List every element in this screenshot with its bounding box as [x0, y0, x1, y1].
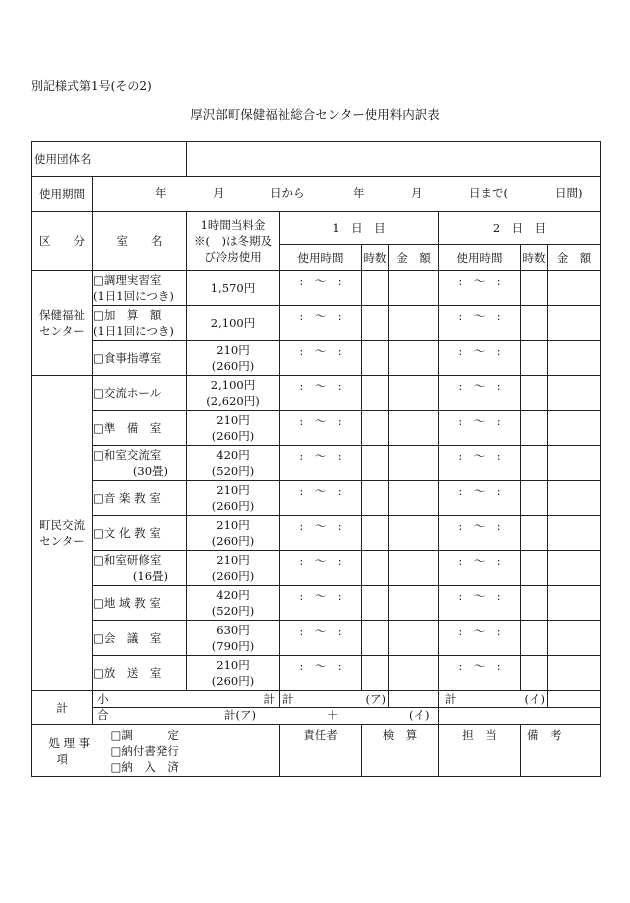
room-name: □食事指導室 — [93, 341, 187, 376]
period-year-1: 年 — [155, 186, 167, 200]
rate-header — [187, 212, 280, 271]
room-name: □準 備 室 — [93, 411, 187, 446]
day1-amount[interactable] — [389, 341, 439, 376]
day2-hours[interactable] — [521, 481, 548, 516]
day2-usage-time[interactable]: : ～ : — [439, 446, 521, 481]
grand-total-amount[interactable] — [439, 708, 601, 725]
room-rate: 210円 (260円) — [187, 551, 280, 586]
day2-amount[interactable] — [548, 656, 601, 691]
day1-total-cell[interactable]: 計 (ア) — [280, 691, 389, 708]
day2-usage-time[interactable]: : ～ : — [439, 376, 521, 411]
rate-header-line3: び冷房使用 — [204, 250, 262, 264]
day1-usage-time[interactable]: : ～ : — [280, 411, 362, 446]
day1-usage-time[interactable]: : ～ : — [280, 376, 362, 411]
day2-hours[interactable] — [521, 586, 548, 621]
processing-item[interactable]: □納 入 済 — [110, 760, 179, 774]
day1-amount[interactable] — [389, 656, 439, 691]
room-rate: 210円 (260円) — [187, 341, 280, 376]
day2-usage-time-header: 使用時間 — [439, 245, 521, 271]
room-name: □音 楽 教 室 — [93, 481, 187, 516]
day2-usage-time[interactable]: : ～ : — [439, 271, 521, 306]
day1-amount-header: 金 額 — [389, 245, 439, 271]
fee-breakdown-table — [31, 141, 601, 777]
room-name: □和室研修室 (16畳) — [93, 551, 187, 586]
day2-header: 2 日 目 — [439, 212, 601, 245]
day2-usage-time[interactable]: : ～ : — [439, 411, 521, 446]
day1-usage-time-header: 使用時間 — [280, 245, 362, 271]
day1-hours[interactable] — [362, 411, 389, 446]
day2-amount[interactable] — [548, 481, 601, 516]
room-rate: 420円 (520円) — [187, 586, 280, 621]
subtotal-cell: 小 計 — [93, 691, 280, 708]
day2-amount[interactable] — [548, 306, 601, 341]
room-name: □加 算 額 (1日1回につき) — [93, 306, 187, 341]
remarks-cell[interactable]: 備 考 — [521, 725, 601, 777]
day2-hours[interactable] — [521, 376, 548, 411]
day2-usage-time[interactable]: : ～ : — [439, 656, 521, 691]
day2-amount[interactable] — [548, 271, 601, 306]
day2-hours[interactable] — [521, 446, 548, 481]
day1-usage-time[interactable]: : ～ : — [280, 446, 362, 481]
rate-header-line2: ※( )は冬期及 — [194, 234, 272, 248]
day1-hours[interactable] — [362, 586, 389, 621]
group-name-label: 使用団体名 — [32, 142, 187, 177]
day1-hours[interactable] — [362, 481, 389, 516]
inspection-cell[interactable]: 検 算 — [362, 725, 439, 777]
day1-usage-time[interactable]: : ～ : — [280, 656, 362, 691]
day2-total-cell[interactable]: 計 (イ) — [439, 691, 548, 708]
day2-hours[interactable] — [521, 306, 548, 341]
day1-hours-header: 時数 — [362, 245, 389, 271]
period-label: 使用期間 — [32, 177, 93, 212]
period-days: 日間) — [555, 186, 583, 200]
day1-usage-time[interactable]: : ～ : — [280, 271, 362, 306]
room-rate: 210円 (260円) — [187, 516, 280, 551]
day1-amount[interactable] — [389, 446, 439, 481]
day1-hours[interactable] — [362, 376, 389, 411]
period-field[interactable] — [93, 177, 601, 212]
day2-amount[interactable] — [548, 586, 601, 621]
day1-usage-time[interactable]: : ～ : — [280, 481, 362, 516]
processing-item[interactable]: □調 定 — [110, 728, 179, 742]
total-label: 計 — [32, 691, 93, 725]
day1-hours[interactable] — [362, 341, 389, 376]
day2-amount[interactable] — [548, 341, 601, 376]
day1-amount[interactable] — [389, 376, 439, 411]
day1-hours[interactable] — [362, 551, 389, 586]
day2-hours-header: 時数 — [521, 245, 548, 271]
room-rate: 210円 (260円) — [187, 481, 280, 516]
day1-amount[interactable] — [389, 516, 439, 551]
room-name: □地 域 教 室 — [93, 586, 187, 621]
day2-hours[interactable] — [521, 271, 548, 306]
day1-usage-time[interactable]: : ～ : — [280, 516, 362, 551]
day1-amount[interactable] — [389, 621, 439, 656]
processing-items[interactable] — [93, 725, 280, 777]
day2-hours[interactable] — [521, 341, 548, 376]
room-rate: 420円 (520円) — [187, 446, 280, 481]
day2-hours[interactable] — [521, 551, 548, 586]
room-name: □調理実習室 (1日1回につき) — [93, 271, 187, 306]
room-name: □文 化 教 室 — [93, 516, 187, 551]
day1-usage-time[interactable]: : ～ : — [280, 341, 362, 376]
room-rate: 1,570円 — [187, 271, 280, 306]
document-title: 厚沢部町保健福祉総合センター使用料内訳表 — [190, 107, 440, 122]
room-rate: 630円 (790円) — [187, 621, 280, 656]
day1-usage-time[interactable]: : ～ : — [280, 586, 362, 621]
day1-hours[interactable] — [362, 516, 389, 551]
room-name: □和室交流室 (30畳) — [93, 446, 187, 481]
day2-hours[interactable] — [521, 656, 548, 691]
section-health-welfare: 保健福祉 センター — [32, 271, 93, 376]
day2-amount[interactable] — [548, 446, 601, 481]
day2-usage-time[interactable]: : ～ : — [439, 621, 521, 656]
day2-hours[interactable] — [521, 516, 548, 551]
day1-usage-time[interactable]: : ～ : — [280, 306, 362, 341]
room-name-header: 室 名 — [93, 212, 187, 271]
form-number: 別記様式第1号(その2) — [31, 79, 152, 93]
day2-amount[interactable] — [548, 411, 601, 446]
room-rate: 2,100円 (2,620円) — [187, 376, 280, 411]
day1-hours[interactable] — [362, 446, 389, 481]
day1-amount[interactable] — [389, 411, 439, 446]
grand-total-cell: 合 計(ア) ＋ (イ) — [93, 708, 439, 725]
processing-label: 処 理 事 項 — [32, 725, 93, 777]
day2-amount[interactable] — [548, 376, 601, 411]
processing-item[interactable]: □納付書発行 — [110, 744, 179, 758]
day1-usage-time[interactable]: : ～ : — [280, 551, 362, 586]
day1-hours[interactable] — [362, 271, 389, 306]
charge-cell[interactable]: 担 当 — [439, 725, 521, 777]
rate-header-line1: 1時間当料金 — [200, 218, 266, 232]
day1-hours[interactable] — [362, 306, 389, 341]
day2-usage-time[interactable]: : ～ : — [439, 551, 521, 586]
day1-amount[interactable] — [389, 306, 439, 341]
room-rate: 210円 (260円) — [187, 411, 280, 446]
room-rate: 2,100円 — [187, 306, 280, 341]
day2-usage-time[interactable]: : ～ : — [439, 516, 521, 551]
day1-amount[interactable] — [389, 551, 439, 586]
period-year-2: 年 — [353, 186, 365, 200]
day1-hours[interactable] — [362, 656, 389, 691]
day2-hours[interactable] — [521, 621, 548, 656]
day2-amount-header: 金 額 — [548, 245, 601, 271]
period-month-2: 月 — [411, 186, 423, 200]
day2-usage-time[interactable]: : ～ : — [439, 586, 521, 621]
day1-usage-time[interactable]: : ～ : — [280, 621, 362, 656]
period-day-to: 日まで( — [469, 186, 508, 200]
category-header: 区 分 — [32, 212, 93, 271]
day2-usage-time[interactable]: : ～ : — [439, 306, 521, 341]
day2-amount[interactable] — [548, 621, 601, 656]
room-rate: 210円 (260円) — [187, 656, 280, 691]
day1-amount[interactable] — [389, 481, 439, 516]
day2-total-amount[interactable] — [548, 691, 601, 708]
day1-amount[interactable] — [389, 271, 439, 306]
day1-header: 1 日 目 — [280, 212, 439, 245]
day1-total-amount[interactable] — [389, 691, 439, 708]
section-community-exchange: 町民交流 センター — [32, 376, 93, 691]
day2-amount[interactable] — [548, 516, 601, 551]
day2-usage-time[interactable]: : ～ : — [439, 341, 521, 376]
day2-hours[interactable] — [521, 411, 548, 446]
day2-usage-time[interactable]: : ～ : — [439, 481, 521, 516]
room-name: □放 送 室 — [93, 656, 187, 691]
group-name-field[interactable] — [187, 142, 601, 177]
day1-hours[interactable] — [362, 621, 389, 656]
room-name: □交流ホール — [93, 376, 187, 411]
period-day-from: 日から — [270, 186, 305, 200]
day1-amount[interactable] — [389, 586, 439, 621]
period-month-1: 月 — [213, 186, 225, 200]
day2-amount[interactable] — [548, 551, 601, 586]
responsible-cell[interactable]: 責任者 — [280, 725, 362, 777]
room-name: □会 議 室 — [93, 621, 187, 656]
